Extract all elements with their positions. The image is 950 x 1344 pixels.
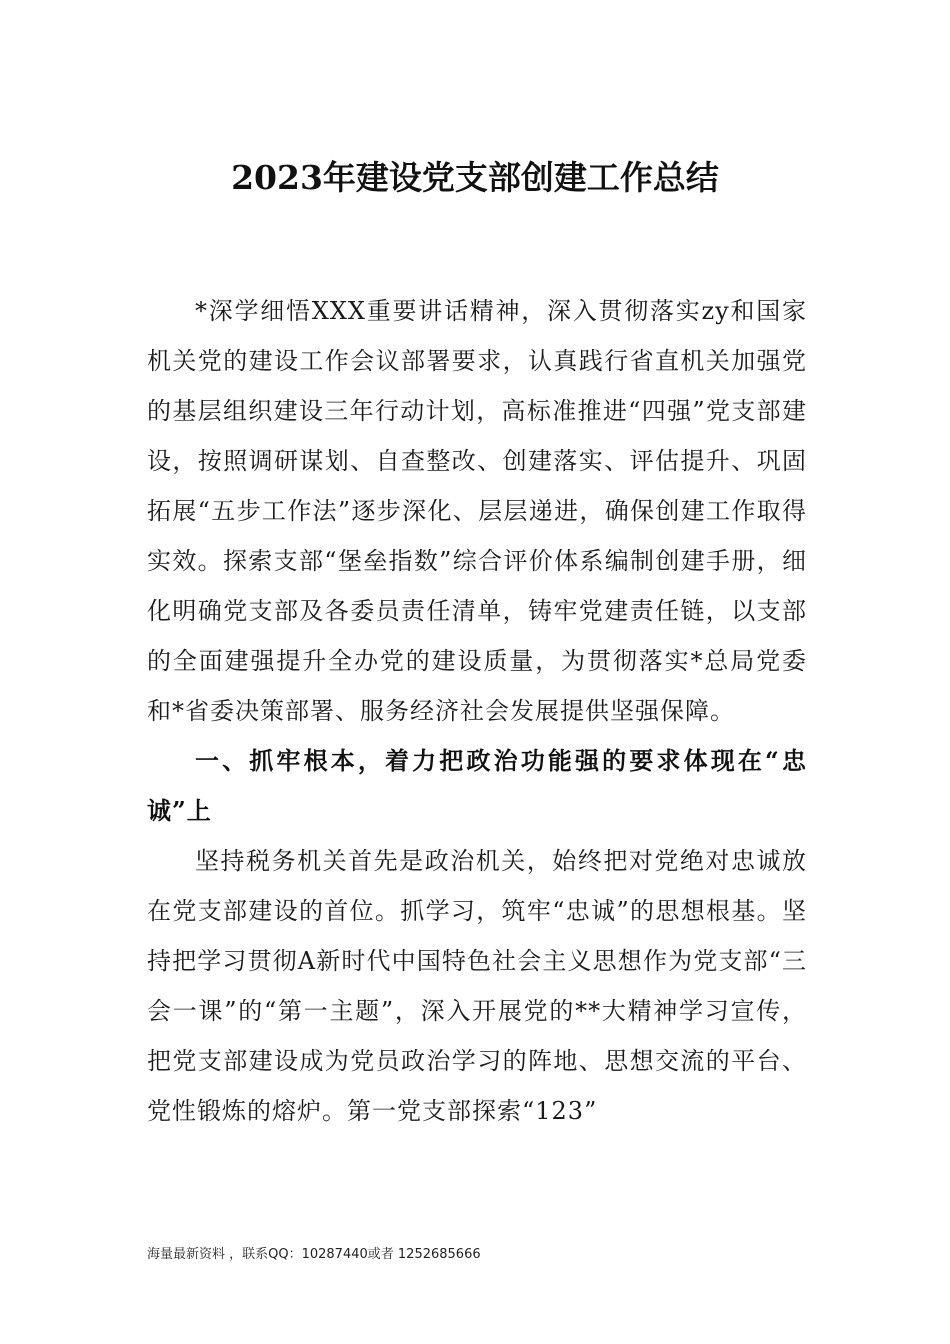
footer-contact-note: 海量最新资料 ，联系QQ：10287440或者 1252685666 <box>147 1247 481 1262</box>
section-heading-1: 一、抓牢根本，着力把政治功能强的要求体现在“忠诚”上 <box>147 746 807 825</box>
document-body <box>147 286 807 1136</box>
paragraph-section-1: 坚持税务机关首先是政治机关，始终把对党绝对忠诚放在党支部建设的首位。抓学习，筑牢“忠诚”的思想根基。坚持把学习贯彻A新时代中国特色社会主义思想作为党支部“三会一课”的“第一主题”，深入开展党的**大精神学习宣传，把党支部建设成为党员政治学习的阵地、思想交流的平台、党性锻炼的熔炉。第一党支部探索“123” <box>147 847 807 1125</box>
document-title: 2023年建设党支部创建工作总结 <box>231 158 719 197</box>
paragraph-intro: *深学细悟XXX重要讲话精神，深入贯彻落实zy和国家机关党的建设工作会议部署要求，认真践行省直机关加强党的基层组织建设三年行动计划，高标准推进“四强”党支部建设，按照调研谋划、自查整改、创建落实、评估提升、巩固拓展“五步工作法”逐步深化、层层递进，确保创建工作取得实效。探索支部“堡垒指数”综合评价体系编制创建手册，细化明确党支部及各委员责任清单，铸牢党建责任链，以支部的全面建强提升全办党的建设质量，为贯彻落实*总局党委和*省委决策部署、服务经济社会发展提供坚强保障。 <box>147 297 807 725</box>
